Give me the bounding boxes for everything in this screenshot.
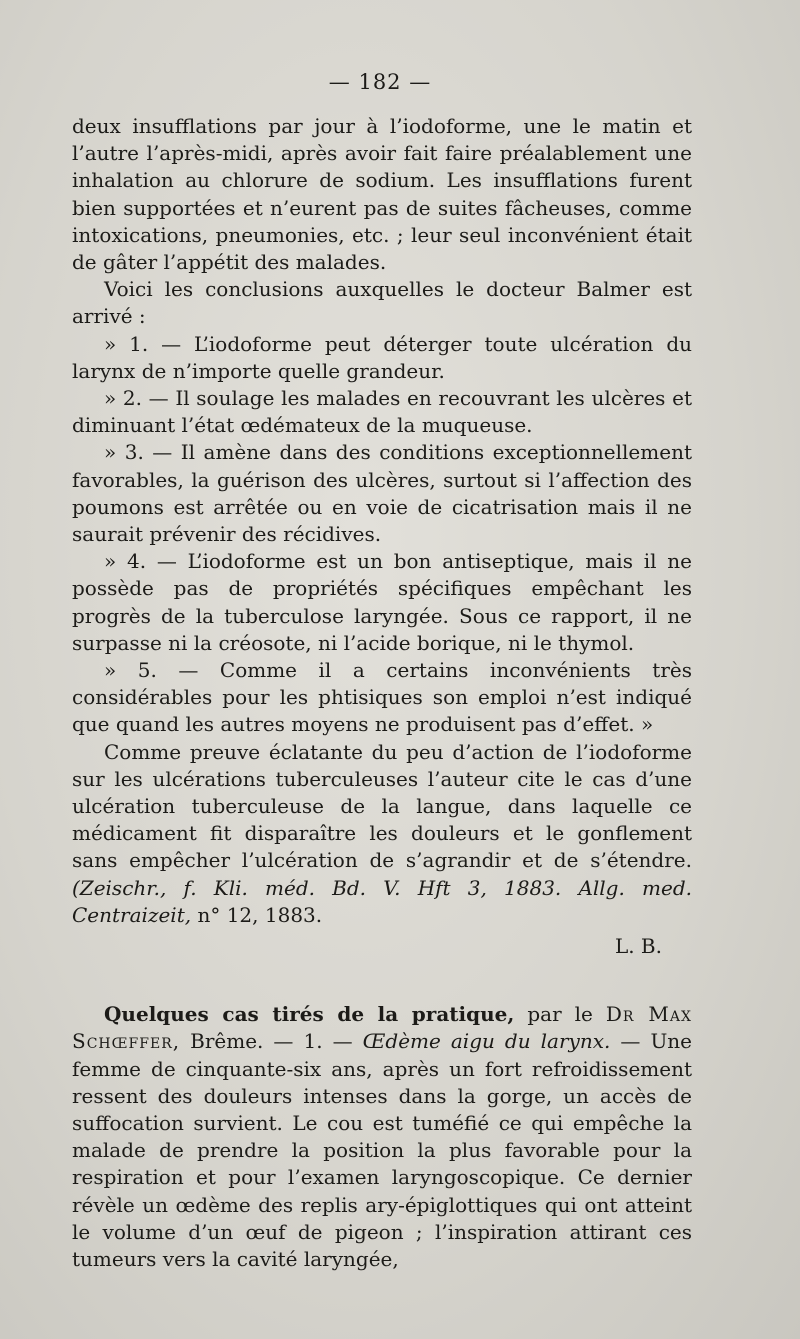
section-title: Quelques cas tirés de la pratique, xyxy=(104,1002,515,1027)
evidence-text: Comme preuve éclatante du peu d’action de l’iodoforme sur les ulcérations tuberculeuses l’auteur cite le cas d’une ulcération tuberculeuse de la langue, dans laquelle ce médicament fit disparaître les douleurs et le gonflement sans empêcher l’ulcération de s’agrandir et de s’étendre. xyxy=(72,739,692,873)
conclusion-1: » 1. — L’iodoforme peut déterger toute ulcération du larynx de n’importe quelle grandeur. xyxy=(72,331,692,383)
case-title: Œdème aigu du larynx. xyxy=(362,1029,611,1054)
citation-italic: (Zeischr., f. Kli. méd. Bd. V. Hft 3, 1883. Allg. med. Centraizeit, xyxy=(72,875,692,927)
conclusion-5: » 5. — Comme il a certains inconvénients très considérables pour les phtisiques son emploi n’est indiqué que quand les autres moyens ne produisent pas d’effet. » xyxy=(72,658,692,737)
signature: L. B. xyxy=(614,934,662,959)
case-text: — Une femme de cinquante-six ans, après un fort refroidissement ressent des douleurs intenses dans la gorge, un accès de suffocation survient. Le cou est tuméfié ce qui empêche la malade de prendre la position la plus favorable pour la respiration et pour l’examen laryngoscopique. Ce dernier révèle un œdème des replis ary-épiglottiques qui ont atteint le volume d’un œuf de pigeon ; l’inspiration attirant ces tumeurs vers la cavité laryngée, xyxy=(72,1029,693,1271)
paragraph-evidence xyxy=(72,739,692,929)
byline-prefix: par le xyxy=(527,1002,593,1027)
conclusion-4: » 4. — L’iodoforme est un bon antiseptique, mais il ne possède pas de propriétés spécifiques empêchant les progrès de la tuberculose laryngée. Sous ce rapport, il ne surpasse ni la créosote, ni l’acide borique, ni le thymol. xyxy=(72,549,692,655)
paragraph-cases xyxy=(72,1001,692,1273)
page-body xyxy=(72,113,692,1273)
section-gap xyxy=(72,963,692,1001)
page-number: — 182 — xyxy=(328,70,432,94)
author-place: Brême. — 1. — xyxy=(190,1029,353,1054)
paragraph-conclusions-intro: Voici les conclusions auxquelles le docteur Balmer est arrivé : xyxy=(72,277,692,329)
author-name: Dr Max Schœffer, xyxy=(72,1002,692,1054)
citation-tail: n° 12, 1883. xyxy=(197,902,323,927)
conclusion-2: » 2. — Il soulage les malades en recouvrant les ulcères et diminuant l’état œdémateux de la muqueuse. xyxy=(72,386,692,438)
conclusion-3: » 3. — Il amène dans des conditions exceptionnellement favorables, la guérison des ulcères, surtout si l’affection des poumons est arrêtée ou en voie de cicatrisation mais il ne saurait prévenir des récidives. xyxy=(72,440,692,547)
paragraph-continuation: deux insufflations par jour à l’iodoforme, une le matin et l’autre l’après-midi, après avoir fait faire préalablement une inhalation au chlorure de sodium. Les insufflations furent bien supportées et n’eurent pas de suites fâcheuses, comme intoxications, pneumonies, etc. ; leur seul inconvénient était de gâter l’appétit des malades. xyxy=(72,114,692,275)
